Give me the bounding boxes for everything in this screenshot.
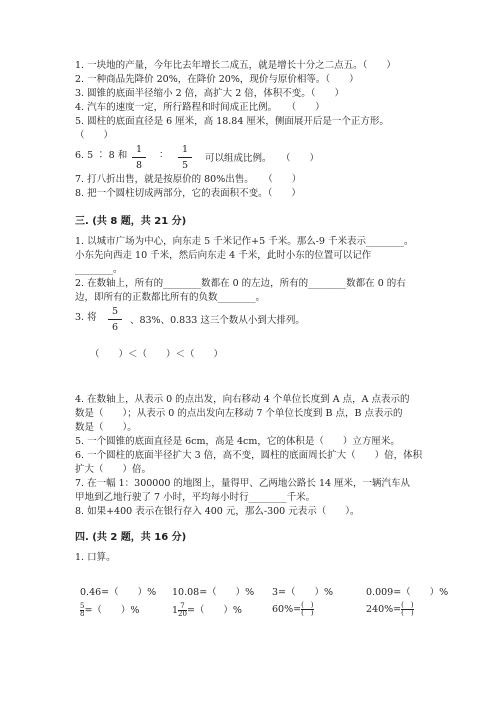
p3-line2-3: 数是（ ）。 xyxy=(75,422,137,433)
calc-5-frac: $\frac{5}{8}$ xyxy=(80,602,85,618)
p3-line2-1: 4. 在数轴上，从表示 0 的点出发，向右移动 4 个单位长度到 A 点，A 点表示的 xyxy=(75,394,410,405)
p2-item-5-cont: （ ） xyxy=(75,130,114,141)
p3-line-5: 边，即所有的正数都比所有的负数________。 xyxy=(75,292,266,303)
p4-q1: 1. 口算。 xyxy=(75,552,116,563)
calc-5-tail: =（ ）% xyxy=(84,605,140,616)
calc-7-head: 60%= xyxy=(272,604,302,615)
calc-2: 10.08=（ ）% xyxy=(172,587,255,598)
p3-line2-7: 7. 在一幅 1：300000 的地图上，量得甲、乙两地公路长 14 厘米，一辆汽车从 xyxy=(75,478,411,489)
calc-8-head: 240%= xyxy=(366,604,402,615)
p3-line-2: 小东先向西走 10 千米，然后向东走 4 千米，此时小东的位置可以记作 xyxy=(75,250,372,261)
p2-item-3: 3. 圆锥的底面半径缩小 2 倍，高扩大 2 倍，体积不变。（ ） xyxy=(75,88,345,99)
calc-3: 3=（ ）% xyxy=(272,587,334,598)
p3-line2-5: 6. 一个圆柱的底面半径扩大 3 倍，高不变，圆柱的底面周长扩大（ ）倍，体积 xyxy=(75,450,423,461)
part3-title: 三. (共 8 题，共 21 分) xyxy=(75,216,187,227)
p3-line2-4: 5. 一个圆锥的底面直径是 6cm，高是 4cm，它的体积是（ ）立方厘米。 xyxy=(75,436,400,447)
part4-title: 四. (共 2 题，共 16 分) xyxy=(75,532,187,543)
p2-item-1: 1. 一块地的产量，今年比去年增长二成五，就是增长十分之二点五。（ ） xyxy=(75,60,396,71)
p2-item-6-prefix: 6. 5 ∶ 8 和 xyxy=(75,150,128,161)
calc-6-frac: $\frac{7}{20}$ xyxy=(178,602,187,618)
calc-6 xyxy=(172,602,242,618)
p3-item3-suffix: 、83%、0.833 这三个数从小到大排列。 xyxy=(130,315,305,326)
p2-item-6-frac2: 1 5 xyxy=(178,144,192,171)
p2-item-6-colon: ∶ xyxy=(160,150,163,161)
calc-4: 0.009=（ ）% xyxy=(366,587,449,598)
p2-item-2: 2. 一种商品先降价 20%，在降价 20%，现价与原价相等。（ ） xyxy=(75,74,359,85)
p3-line2-2: 数是（ ）；从表示 0 的点出发向左移动 7 个单位长度到 B 点，B 点表示的 xyxy=(75,408,403,419)
p3-line2-8: 甲地到乙地行驶了 7 小时，平均每小时行________千米。 xyxy=(75,492,316,503)
calc-5 xyxy=(80,602,139,618)
p3-line2-6: 扩大（ ）倍。 xyxy=(75,464,152,475)
calc-6-tail: =（ ）% xyxy=(186,605,242,616)
p3-item3-prefix: 3. 将 xyxy=(75,312,97,323)
p3-line-3: ________。 xyxy=(75,264,123,275)
p2-item-8: 8. 把一个圆柱切成两部分，它的表面积不变。（ ） xyxy=(75,188,301,199)
p2-item-7: 7. 打八折出售，就是按原价的 80%出售。 （ ） xyxy=(75,174,302,185)
calc-6-whole: 1 xyxy=(172,605,179,616)
p3-line2-9: 8. 如果+400 表示在银行存入 400 元，那么-300 元表示（ ）。 xyxy=(75,506,360,517)
calc-8-frac: $\frac{( )}{( )}$ xyxy=(401,601,414,617)
calc-7-frac: $\frac{( )}{( )}$ xyxy=(301,601,314,617)
p2-item-6-suffix: 可以组成比例。 （ ） xyxy=(205,153,320,164)
p3-order-blanks: （ ）＜（ ）＜（ ） xyxy=(90,349,224,360)
p2-item-4: 4. 汽车的速度一定，所行路程和时间成正比例。 （ ） xyxy=(75,102,325,113)
p3-item3-frac: 5 6 xyxy=(108,306,122,333)
p3-line-4: 2. 在数轴上，所有的________数都在 0 的左边，所有的________数都在 0 的右 xyxy=(75,278,406,289)
calc-7 xyxy=(272,602,314,617)
p3-line-1: 1. 以城市广场为中心，向东走 5 千米记作+5 千米。那么-9 千米表示________。 xyxy=(75,236,414,247)
p2-item-6-frac1: 1 8 xyxy=(132,144,146,171)
calc-1: 0.46=（ ）% xyxy=(80,587,157,598)
p2-item-5: 5. 圆柱的底面直径是 6 厘米，高 18.84 厘米，侧面展开后是一个正方形。 xyxy=(75,116,389,127)
calc-8 xyxy=(366,602,414,617)
